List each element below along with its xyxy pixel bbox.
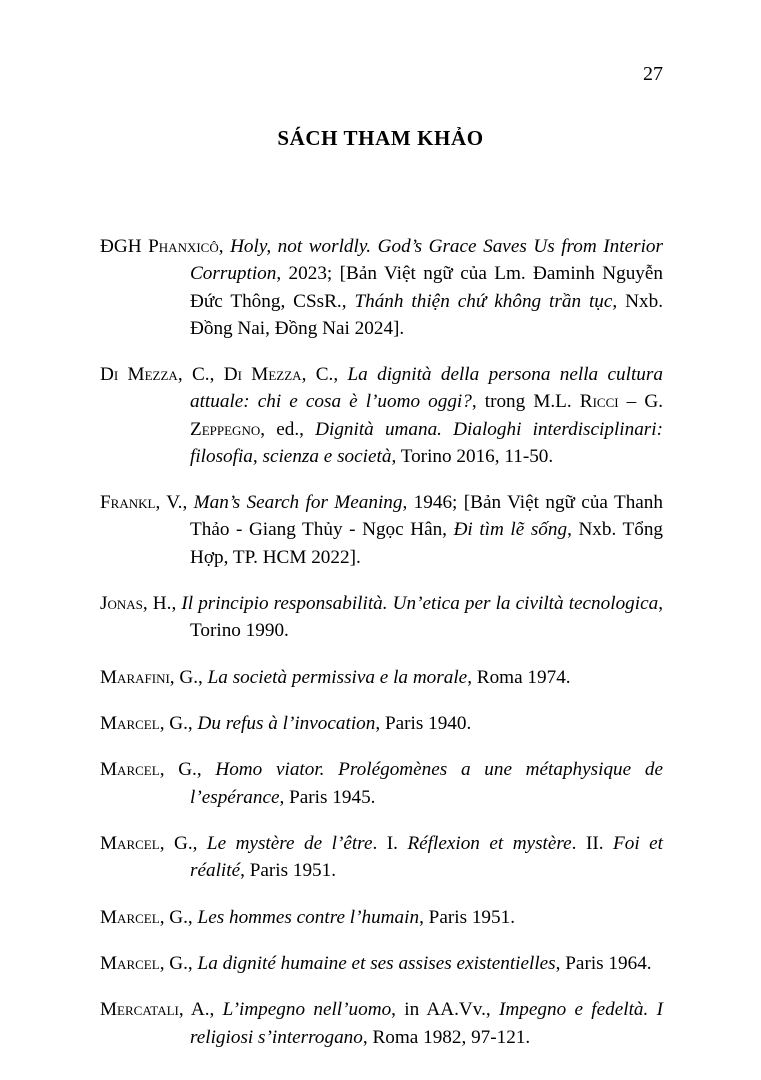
- page-title: SÁCH THAM KHẢO: [277, 126, 484, 151]
- entry-segment-smallcaps: Zeppegno: [190, 418, 261, 440]
- entry-segment-roman: – G.: [618, 391, 663, 413]
- bibliography-entry: [100, 756, 663, 810]
- entry-segment-roman: , ed.,: [260, 418, 316, 440]
- entry-segment-italic: Holy, not worldly. God’s Grace Saves Us from Interior Corruption: [190, 236, 663, 285]
- bibliography-entry: [100, 950, 663, 977]
- bibliography-entry: [100, 904, 663, 931]
- entry-segment-roman: , Torino 2016, 11-50.: [391, 445, 554, 467]
- entry-segment-smallcaps: Di Mezza: [223, 364, 302, 386]
- entry-segment-italic: Man’s Search for Meaning: [193, 492, 403, 514]
- entry-segment-roman: , 1946; [Bản Việt ngữ của Thanh Thảo - Giang Thủy - Ngọc Hân,: [190, 492, 663, 541]
- entry-segment-roman: , Paris 1940.: [375, 712, 472, 734]
- entry-segment-italic: Homo viator. Prolégomènes a une métaphysique de l’espérance: [190, 759, 663, 808]
- entry-segment-roman: , trong M.L.: [471, 391, 580, 413]
- entry-segment-italic: L’impegno nell’uomo: [222, 999, 392, 1021]
- entry-author-separator: , C.,: [177, 364, 224, 386]
- entry-segment-italic: La società permissiva e la morale: [207, 666, 468, 688]
- bibliography-entry: [100, 233, 663, 342]
- entry-segment-italic: La dignité humaine et ses assises existentielles: [197, 952, 556, 974]
- entry-author: ĐGH Phanxicô: [100, 236, 219, 258]
- bibliography-entry: [100, 710, 663, 737]
- entry-segment-roman: , C.,: [301, 364, 348, 386]
- entry-segment-roman: , Nxb. Tổng Hợp, TP. HCM 2022].: [190, 519, 664, 568]
- entry-segment-italic: Il principio responsabilità. Un’etica per la civiltà tecnologica: [181, 592, 659, 614]
- bibliography-entry: [100, 664, 663, 691]
- entry-author: Marcel: [100, 832, 160, 854]
- entry-author: Jonas: [100, 592, 143, 614]
- entry-segment-roman: , Paris 1951.: [240, 860, 337, 882]
- entry-author: Marcel: [100, 759, 160, 781]
- entry-author: Di Mezza: [100, 364, 178, 386]
- entry-author: Marcel: [100, 712, 160, 734]
- entry-segment-italic: Foi et réalité: [190, 832, 664, 882]
- entry-segment-italic: Du refus à l’invocation: [197, 712, 376, 734]
- bibliography-entry: [100, 489, 663, 571]
- entry-segment-roman: , Paris 1951.: [419, 906, 515, 928]
- bibliography-list: [100, 214, 663, 1051]
- bibliography-entry: [100, 830, 663, 884]
- page-number: 27: [643, 63, 663, 85]
- bibliography-entry: [100, 996, 663, 1050]
- entry-segment-italic: Les hommes contre l’humain: [197, 906, 420, 928]
- entry-segment-roman: , in AA.Vv.,: [391, 999, 500, 1021]
- entry-author: Marcel: [100, 952, 160, 974]
- entry-author-separator: ,: [218, 236, 231, 258]
- entry-author-separator: , G.,: [159, 906, 198, 928]
- entry-author-separator: , G.,: [159, 832, 207, 854]
- entry-author-separator: , A.,: [178, 999, 223, 1021]
- entry-author-separator: , H.,: [142, 592, 182, 614]
- entry-segment-roman: , Paris 1964.: [555, 952, 652, 974]
- entry-segment-italic: Đi tìm lẽ sống: [453, 519, 568, 541]
- entry-author-separator: , V.,: [155, 492, 194, 514]
- entry-segment-italic: Dignità umana. Dialoghi interdisciplinari: filosofia, scienza e società: [190, 418, 663, 467]
- entry-segment-roman: , Roma 1982, 97-121.: [362, 1026, 531, 1048]
- entry-author-separator: , G.,: [159, 759, 216, 781]
- bibliography-entry: [100, 590, 663, 644]
- entry-author: Frankl: [100, 492, 156, 514]
- entry-author-separator: , G.,: [159, 952, 198, 974]
- entry-author: Mercatali: [100, 999, 179, 1021]
- entry-segment-italic: Thánh thiện chứ không trần tục: [354, 290, 613, 312]
- entry-segment-roman: , Paris 1945.: [279, 786, 376, 808]
- entry-segment-roman: . I.: [372, 832, 408, 854]
- bibliography-entry: [100, 361, 663, 470]
- entry-author-separator: , G.,: [159, 712, 198, 734]
- entry-segment-italic: La dignità della persona nella cultura attuale: chi e cosa è l’uomo oggi?: [190, 364, 663, 413]
- entry-author-separator: , G.,: [169, 666, 208, 688]
- entry-segment-roman: , Nxb. Đồng Nai, Đồng Nai 2024].: [190, 290, 663, 339]
- entry-segment-roman: , Torino 1990.: [190, 592, 663, 642]
- entry-segment-roman: , 2023; [Bản Việt ngữ của Lm. Đaminh Nguyễn Đức Thông, CSsR.,: [190, 263, 663, 312]
- entry-author: Marafini: [100, 666, 170, 688]
- entry-author: Marcel: [100, 906, 160, 928]
- entry-segment-italic: Réflexion et mystère: [407, 832, 572, 854]
- entry-segment-smallcaps: Ricci: [579, 391, 619, 413]
- entry-segment-roman: , Roma 1974.: [467, 666, 571, 688]
- entry-segment-italic: Impegno e fedeltà. I religiosi s’interrogano: [190, 999, 663, 1048]
- entry-segment-roman: . II.: [571, 832, 614, 854]
- entry-segment-italic: Le mystère de l’être: [206, 832, 373, 854]
